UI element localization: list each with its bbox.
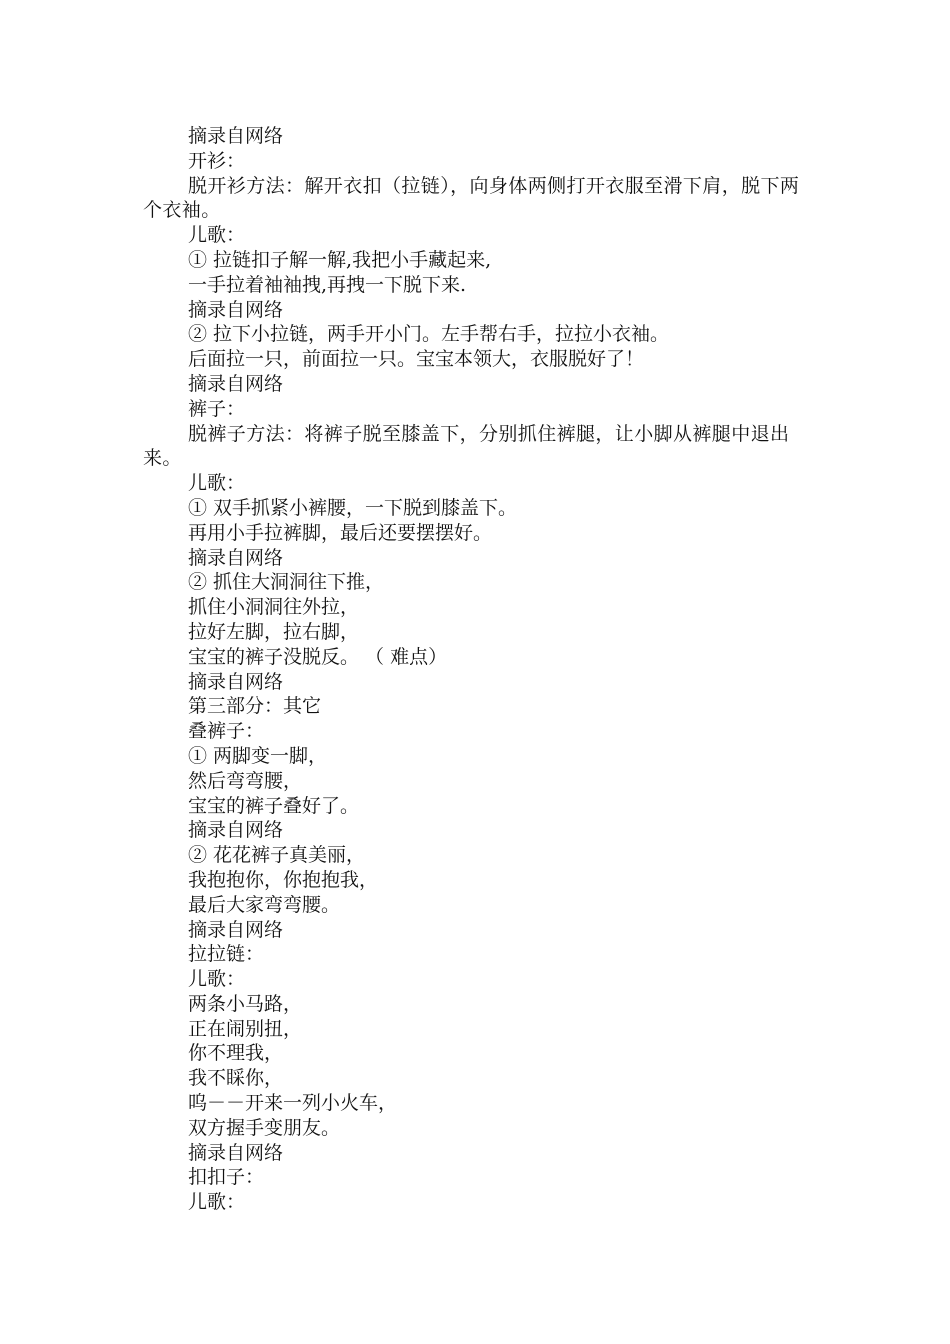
method-paragraph: 脱开衫方法：解开衣扣（拉链），向身体两侧打开衣服至滑下肩，脱下两个衣袖。	[143, 174, 800, 222]
song-label: 儿歌：	[188, 224, 246, 247]
text-line: 正在闹别扭，	[188, 1017, 303, 1040]
text-line: 摘录自网络	[188, 372, 284, 395]
text-line: 我抱抱你，你抱抱我，	[188, 868, 379, 891]
section-heading: 拉拉链：	[188, 943, 265, 966]
text-line: 摘录自网络	[188, 298, 284, 321]
text-line: 抓住小洞洞往外拉，	[188, 596, 360, 619]
text-line: 后面拉一只，前面拉一只。宝宝本领大，衣服脱好了！	[188, 348, 645, 371]
text-line: 宝宝的裤子没脱反。 （ 难点）	[188, 645, 448, 668]
song-label: 儿歌：	[188, 1191, 246, 1214]
section-heading: 裤子：	[188, 397, 246, 420]
text-line: 宝宝的裤子叠好了。	[188, 794, 360, 817]
text-line: 双方握手变朋友。	[188, 1116, 341, 1139]
text-line: ① 双手抓紧小裤腰，一下脱到膝盖下。	[188, 496, 518, 519]
text-line: 摘录自网络	[188, 819, 284, 842]
text-line: ① 两脚变一脚，	[188, 744, 328, 767]
text-line: 摘录自网络	[188, 546, 284, 569]
text-line: 摘录自网络	[188, 918, 284, 941]
text-line: 呜－－开来一列小火车，	[188, 1092, 398, 1115]
text-line: 摘录自网络	[188, 670, 284, 693]
section-heading: 开衫：	[188, 149, 246, 172]
song-label: 儿歌：	[188, 968, 246, 991]
section-heading: 扣扣子：	[188, 1166, 265, 1189]
text-line: 再用小手拉裤脚，最后还要摆摆好。	[188, 521, 493, 544]
document-body	[143, 124, 813, 1215]
text-line: 摘录自网络	[188, 1141, 284, 1164]
text-line: 然后弯弯腰，	[188, 769, 303, 792]
text-line: 两条小马路，	[188, 992, 303, 1015]
text-line: 一手拉着袖袖拽,再拽一下脱下来.	[188, 273, 467, 296]
text-line: ② 拉下小拉链，两手开小门。左手帮右手，拉拉小衣袖。	[188, 323, 670, 346]
part-heading: 第三部分：其它	[188, 695, 322, 718]
text-line: 我不睬你，	[188, 1067, 284, 1090]
method-paragraph: 脱裤子方法：将裤子脱至膝盖下，分别抓住裤腿，让小脚从裤腿中退出来。	[143, 422, 790, 470]
text-line: 拉好左脚，拉右脚，	[188, 620, 360, 643]
text-line: 你不理我，	[188, 1042, 284, 1065]
text-line: 最后大家弯弯腰。	[188, 893, 341, 916]
song-label: 儿歌：	[188, 472, 246, 495]
text-line: ② 花花裤子真美丽，	[188, 844, 366, 867]
section-heading: 叠裤子：	[188, 720, 265, 743]
text-line: ② 抓住大洞洞往下推，	[188, 571, 385, 594]
text-line: 摘录自网络	[188, 125, 284, 147]
text-line: ① 拉链扣子解一解,我把小手藏起来,	[188, 248, 492, 271]
